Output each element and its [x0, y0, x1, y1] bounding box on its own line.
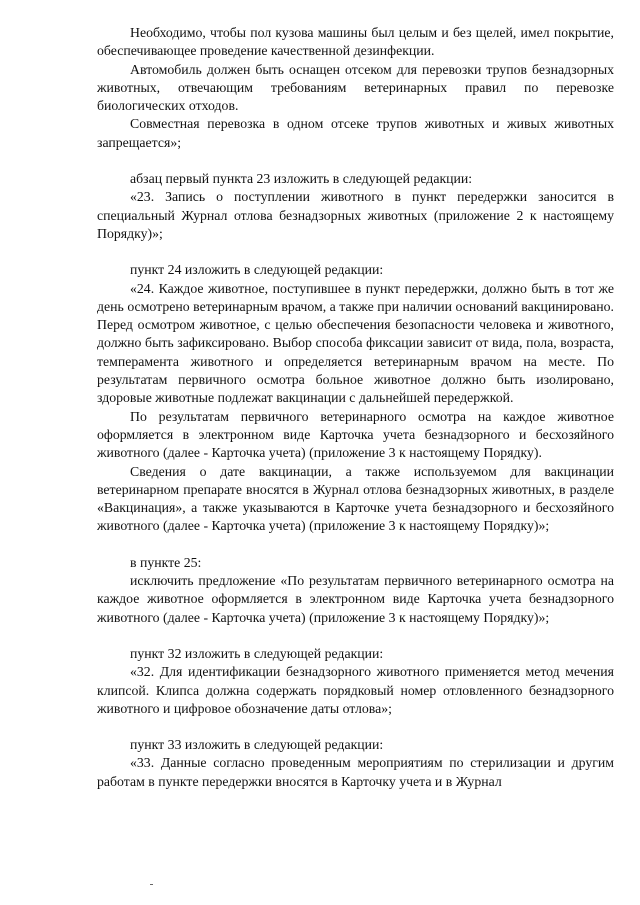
paragraph: в пункте 25:	[130, 554, 202, 570]
paragraph: пункт 32 изложить в следующей редакции:	[130, 645, 384, 661]
paragraph: пункт 24 изложить в следующей редакции:	[130, 262, 384, 278]
paragraph-gap	[97, 718, 614, 736]
paragraph: По результатам первичного ветеринарного осмотра на каждое животное оформляется в электронном виде Карточка учета безнадзорного и бесхозяйного животного (далее - Карточка учета) (приложение 3 к настоящему Порядку).	[97, 408, 614, 461]
paragraph: Необходимо, чтобы пол кузова машины был целым и без щелей, имел покрытие, обеспечивающее проведение качественной дезинфекции.	[97, 25, 614, 59]
paragraph-gap	[97, 627, 614, 645]
paragraph: Сведения о дате вакцинации, а также используемом для вакцинации ветеринарном препарате вносятся в Журнал отлова безнадзорных животных, в разделе «Вакцинация», а также указываются в Карточке учета безнадзорного и бесхозяйного животного (далее - Карточка учета) (приложение 3 к настоящему Порядку)»;	[97, 463, 614, 534]
paragraph-gap	[97, 152, 614, 170]
paragraph: исключить предложение «По результатам первичного ветеринарного осмотра на каждое животное оформляется в электронном виде Карточка учета безнадзорного животного (далее - Карточка учета) (приложение 3 к настоящему Порядку)»;	[97, 573, 614, 625]
paragraph: «32. Для идентификации безнадзорного животного применяется метод мечения клипсой. Клипса должна содержать порядковый номер отловленного безнадзорного животного и цифровое обозначение даты отлова»;	[97, 664, 614, 716]
paragraph-gap	[97, 243, 614, 261]
scan-mark	[150, 884, 153, 885]
paragraph: Совместная перевозка в одном отсеке трупов животных и живых животных запрещается»;	[97, 116, 614, 150]
paragraph: Автомобиль должен быть оснащен отсеком для перевозки трупов безнадзорных животных, отвечающим требованиям ветеринарных правил по перевозке биологических отходов.	[97, 61, 614, 114]
paragraph: абзац первый пункта 23 изложить в следующей редакции:	[130, 171, 473, 187]
paragraph: «33. Данные согласно проведенным мероприятиям по стерилизации и другим работам в пункте передержки вносятся в Карточку учета и в Журнал	[97, 755, 614, 789]
paragraph: пункт 33 изложить в следующей редакции:	[130, 737, 384, 753]
paragraph: «23. Запись о поступлении животного в пункт передержки заносится в специальный Журнал отлова безнадзорных животных (приложение 2 к настоящему Порядку)»;	[97, 189, 614, 241]
paragraph-gap	[97, 536, 614, 554]
document-body	[97, 24, 614, 791]
paragraph: «24. Каждое животное, поступившее в пункт передержки, должно быть в тот же день осмотрено ветеринарным врачом, а также при наличии оснований вакцинировано. Перед осмотром животное, с целью обеспечения безопасности человека и животного, должно быть зафиксировано. Выбор способа фиксации зависит от вида, пола, возраста, темперамента животного и определяется ветеринарным врачом на месте. По результатам первичного осмотра больное животное должно быть изолировано, здоровые животные подлежат вакцинации с дальнейшей передержкой.	[97, 280, 614, 406]
